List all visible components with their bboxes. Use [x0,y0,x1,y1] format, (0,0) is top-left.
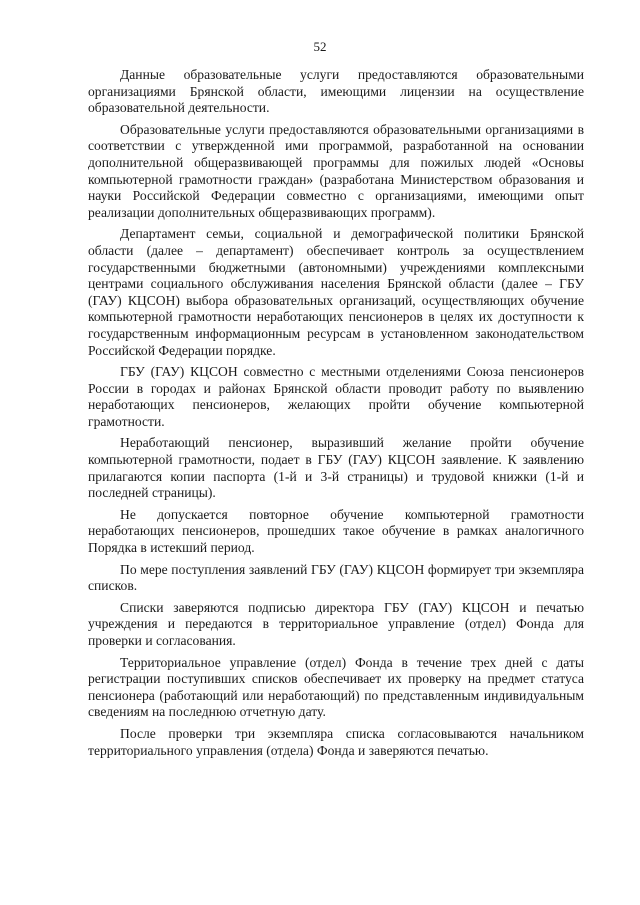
paragraph-program-basis: Образовательные услуги предоставляются образовательными организациями в соответствии с утвержденной ими программой, разработанной на основании дополнительной общеразвивающей программы для пожилых людей «Основы компьютерной грамотности граждан» (разработана Министерством образования и науки Российской Федерации совместно с организациями, имеющими опыт реализации дополнительных общеразвивающих программ). [88,121,584,220]
document-body [88,67,584,759]
paragraph-certification: Списки заверяются подписью директора ГБУ (ГАУ) КЦСОН и печатью учреждения и передаются в территориальное управление (отдел) Фонда для проверки и согласования. [88,599,584,648]
page-number: 52 [313,39,327,54]
paragraph-no-repeat-training: Не допускается повторное обучение компьютерной грамотности неработающих пенсионеров, прошедших такое обучение в рамках аналогичного Порядка в истекший период. [88,506,584,556]
paragraph-three-copies: По мере поступления заявлений ГБУ (ГАУ) КЦСОН формирует три экземпляра списков. [88,561,584,594]
paragraph-approval: После проверки три экземпляра списка согласовываются начальником территориального управления (отдела) Фонда и заверяются печатью. [88,725,584,758]
paragraph-department-control: Департамент семьи, социальной и демографической политики Брянской области (далее – департамент) обеспечивает контроль за осуществлением государственными бюджетными (автономными) учреждениями комплексными центрами социального обслуживания населения Брянской области (далее – ГБУ (ГАУ) КЦСОН) выбора образовательных организаций, осуществляющих обучение компьютерной грамотности неработающих пенсионеров в целях их доступности к государственным информационным ресурсам в установленном законодательством Российской Федерации порядке. [88,226,584,358]
paragraph-identify-pensioners: ГБУ (ГАУ) КЦСОН совместно с местными отделениями Союза пенсионеров России в городах и районах Брянской области проводит работу по выявлению неработающих пенсионеров, желающих пройти обучение компьютерной грамотности. [88,364,584,429]
paragraph-fund-verification: Территориальное управление (отдел) Фонда в течение трех дней с даты регистрации поступивших списков обеспечивает их проверку на предмет статуса пенсионера (работающий или неработающий) по представленным индивидуальным сведениям на последнюю отчетную дату. [88,654,584,720]
paragraph-educational-services: Данные образовательные услуги предоставляются образовательными организациями Брянской области, имеющими лицензии на осуществление образовательной деятельности. [88,67,584,116]
paragraph-application: Неработающий пенсионер, выразивший желание пройти обучение компьютерной грамотности, подает в ГБУ (ГАУ) КЦСОН заявление. К заявлению прилагаются копии паспорта (1-й и 3-й страницы) и трудовой книжки (1-й и последней страницы). [88,435,584,501]
